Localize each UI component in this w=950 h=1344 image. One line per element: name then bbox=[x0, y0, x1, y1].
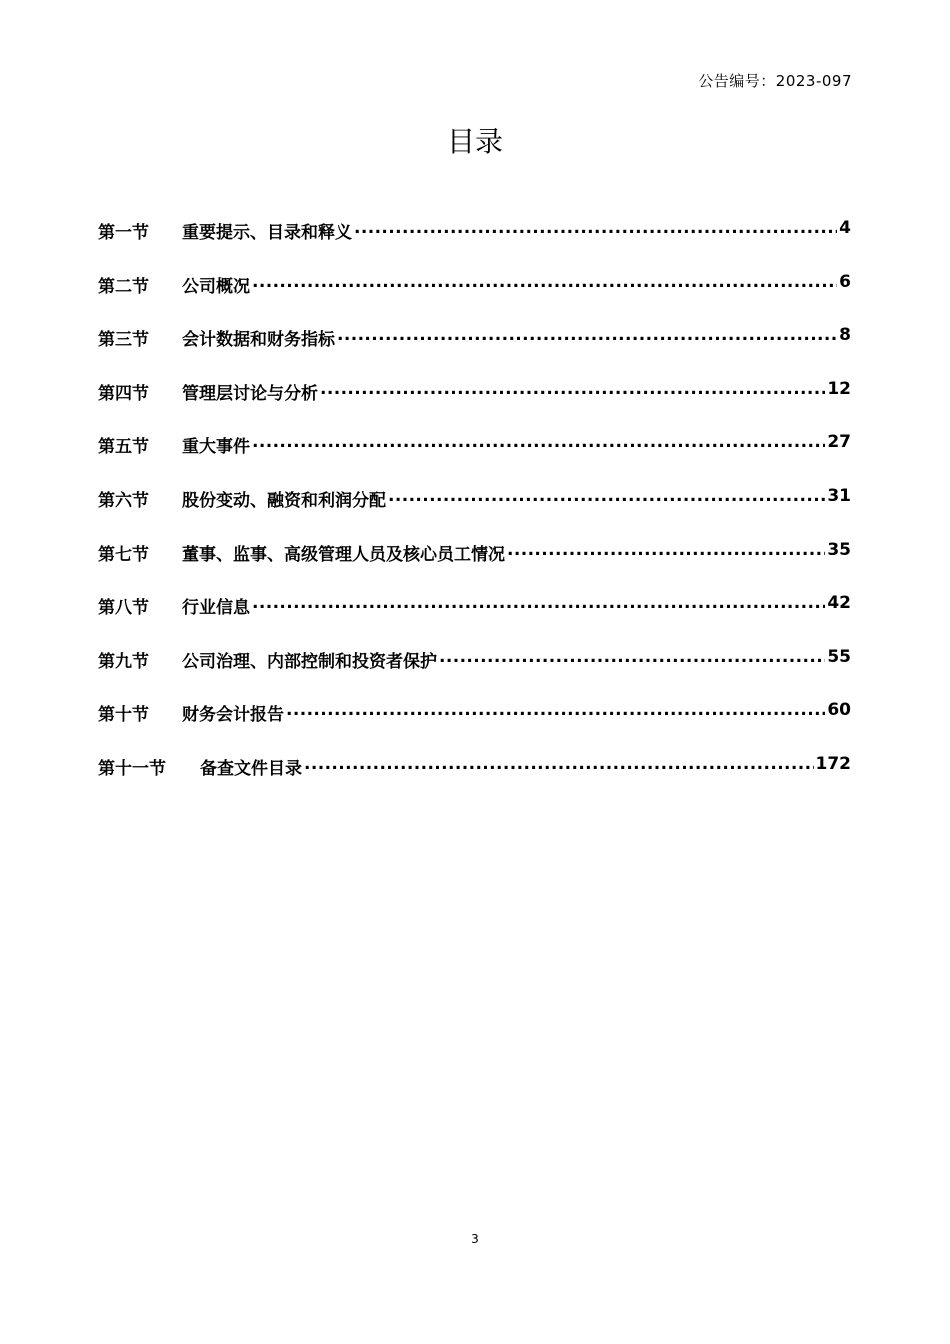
toc-section-label: 第七节 bbox=[98, 544, 149, 565]
toc-entry-11[interactable] bbox=[98, 754, 851, 808]
toc-title: 财务会计报告 bbox=[182, 705, 284, 726]
toc-section-label: 第八节 bbox=[98, 598, 149, 619]
toc-page-number: 31 bbox=[827, 485, 851, 506]
toc-leader-dots bbox=[439, 647, 825, 667]
toc-entry-2[interactable] bbox=[98, 272, 851, 326]
toc-page-number: 4 bbox=[839, 218, 851, 238]
toc-title: 重要提示、目录和释义 bbox=[182, 223, 352, 243]
toc-page-number: 172 bbox=[815, 753, 851, 774]
toc-page-number: 6 bbox=[839, 271, 851, 292]
toc-leader-dots bbox=[337, 325, 837, 345]
toc-entry-9[interactable] bbox=[98, 647, 851, 701]
toc-leader-dots bbox=[286, 700, 825, 720]
toc-section-label: 第二节 bbox=[98, 276, 149, 297]
toc-page-number: 12 bbox=[827, 378, 851, 399]
toc-title: 管理层讨论与分析 bbox=[182, 383, 318, 404]
toc-title: 股份变动、融资和利润分配 bbox=[182, 490, 386, 511]
toc-leader-dots bbox=[388, 486, 825, 506]
toc-entry-4[interactable] bbox=[98, 379, 851, 433]
toc-page-number: 42 bbox=[827, 593, 851, 614]
toc-entry-6[interactable] bbox=[98, 486, 851, 540]
toc-section-label: 第十节 bbox=[98, 705, 149, 726]
toc-section-label: 第六节 bbox=[98, 490, 149, 511]
toc-leader-dots bbox=[252, 593, 825, 613]
toc-section-label: 第三节 bbox=[98, 330, 149, 351]
toc-entry-1[interactable] bbox=[98, 218, 851, 272]
toc-leader-dots bbox=[304, 754, 814, 774]
toc-entry-5[interactable] bbox=[98, 432, 851, 486]
page-number: 3 bbox=[471, 1232, 479, 1246]
toc-section-label: 第九节 bbox=[98, 651, 149, 672]
toc-leader-dots bbox=[354, 218, 837, 238]
toc-title: 公司治理、内部控制和投资者保护 bbox=[182, 651, 437, 672]
toc-leader-dots bbox=[320, 379, 825, 399]
toc-leader-dots bbox=[252, 432, 825, 452]
toc-entry-10[interactable] bbox=[98, 700, 851, 754]
toc-entry-7[interactable] bbox=[98, 540, 851, 594]
toc-section-label: 第四节 bbox=[98, 383, 149, 404]
toc-page-number: 35 bbox=[827, 539, 851, 560]
toc-page-number: 55 bbox=[827, 646, 851, 667]
table-of-contents bbox=[98, 218, 851, 808]
toc-page-number: 8 bbox=[839, 325, 851, 346]
toc-title: 公司概况 bbox=[182, 276, 250, 297]
toc-title: 行业信息 bbox=[182, 598, 250, 619]
toc-entry-8[interactable] bbox=[98, 593, 851, 647]
toc-leader-dots bbox=[507, 540, 825, 560]
toc-title: 董事、监事、高级管理人员及核心员工情况 bbox=[182, 544, 505, 565]
toc-page-number: 27 bbox=[827, 432, 851, 453]
toc-section-label: 第一节 bbox=[98, 223, 149, 243]
toc-section-label: 第五节 bbox=[98, 437, 149, 458]
toc-title: 重大事件 bbox=[182, 437, 250, 458]
toc-title: 会计数据和财务指标 bbox=[182, 330, 335, 351]
announcement-number: 公告编号：2023-097 bbox=[698, 72, 852, 90]
toc-page-number: 60 bbox=[827, 700, 851, 721]
toc-entry-3[interactable] bbox=[98, 325, 851, 379]
page-title: 目录 bbox=[446, 125, 503, 158]
toc-title: 备查文件目录 bbox=[200, 758, 302, 779]
toc-leader-dots bbox=[252, 272, 837, 292]
toc-section-label: 第十一节 bbox=[98, 758, 166, 779]
